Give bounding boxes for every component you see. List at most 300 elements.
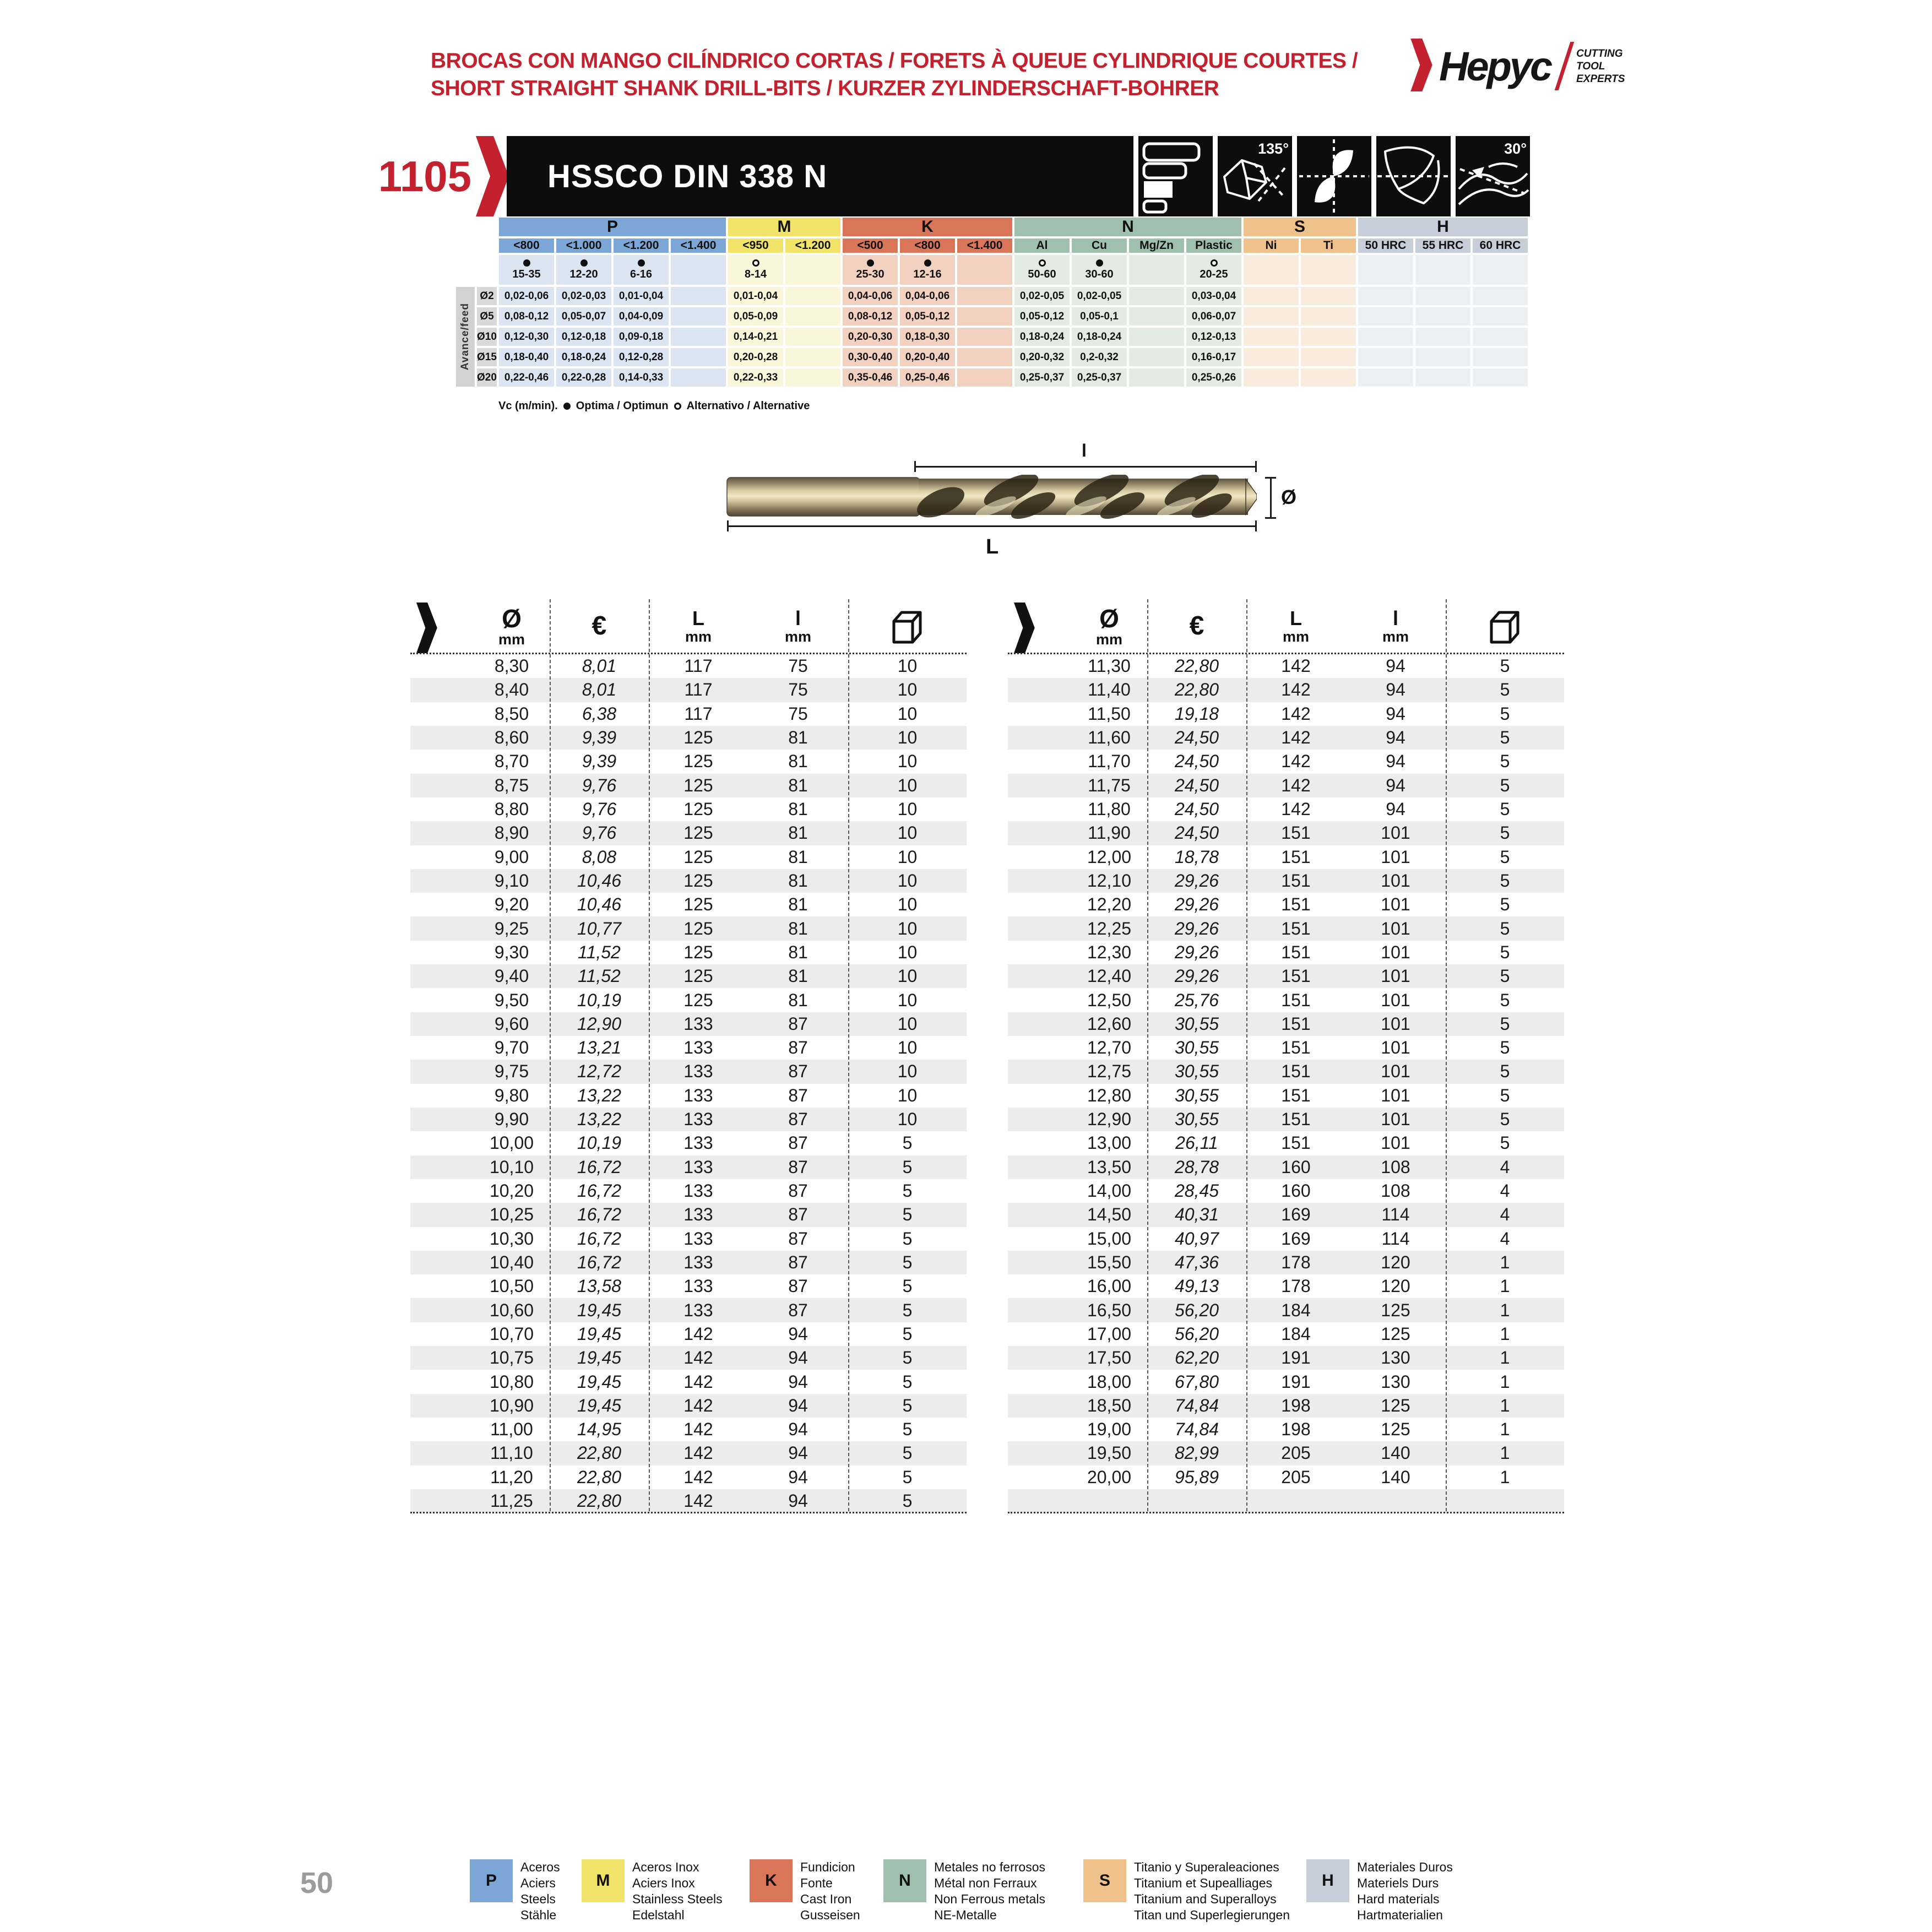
price-value: 29,26 bbox=[1174, 894, 1219, 915]
alternative-dot-icon bbox=[1211, 259, 1218, 267]
length-l-value: 81 bbox=[788, 751, 808, 772]
length-l-value: 101 bbox=[1381, 1109, 1410, 1130]
length-l-value: 125 bbox=[1381, 1300, 1410, 1320]
length-l-value: 81 bbox=[788, 990, 808, 1010]
diameter-value: 8,50 bbox=[494, 703, 529, 724]
feed-value-cell bbox=[785, 368, 840, 387]
price-rows bbox=[1008, 654, 1564, 1513]
price-value: 56,20 bbox=[1174, 1300, 1219, 1320]
cutting-speed-cell bbox=[843, 255, 898, 285]
unit-label: mm bbox=[784, 628, 811, 645]
length-L-value: 142 bbox=[1281, 656, 1311, 676]
table-row bbox=[410, 1418, 967, 1441]
speed-subcolumn-header: <1.400 bbox=[671, 238, 726, 253]
diameter-value: 19,50 bbox=[1087, 1443, 1132, 1463]
cutting-speed-value: 6-16 bbox=[629, 268, 653, 280]
flute-profile-icon bbox=[1376, 136, 1451, 216]
legend-key-badge: H bbox=[1306, 1859, 1349, 1902]
length-L-value: 133 bbox=[683, 1228, 713, 1249]
feed-row-label: Ø15 bbox=[477, 348, 497, 366]
length-L-value: 142 bbox=[683, 1443, 713, 1463]
length-l-value: 94 bbox=[788, 1348, 808, 1368]
feed-row-label: Ø20 bbox=[477, 368, 497, 387]
feed-value-cell: 0,09-0,18 bbox=[614, 328, 669, 346]
length-L-value: 178 bbox=[1281, 1252, 1311, 1272]
length-l-value: 101 bbox=[1381, 846, 1410, 867]
feed-value-cell: 0,25-0,37 bbox=[1072, 368, 1127, 387]
length-L-value: 151 bbox=[1281, 966, 1311, 986]
length-l-value: 108 bbox=[1381, 1181, 1410, 1201]
table-row bbox=[1008, 821, 1564, 845]
length-l-value: 125 bbox=[1381, 1419, 1410, 1440]
feed-value-cell bbox=[671, 307, 726, 325]
diameter-value: 11,30 bbox=[1088, 656, 1131, 676]
price-value: 9,76 bbox=[582, 775, 617, 795]
price-value: 29,26 bbox=[1174, 942, 1219, 962]
price-value: 19,45 bbox=[577, 1395, 622, 1415]
alternative-dot-icon bbox=[674, 403, 681, 410]
price-value: 10,46 bbox=[577, 894, 622, 915]
diameter-value: 11,75 bbox=[1088, 775, 1131, 795]
price-value: 29,26 bbox=[1174, 870, 1219, 891]
legend-line: Titanium et Supealliages bbox=[1134, 1876, 1273, 1890]
pack-qty-value: 5 bbox=[1500, 966, 1510, 986]
length-L-value: 125 bbox=[683, 846, 713, 867]
pack-qty-value: 10 bbox=[897, 703, 918, 724]
diameter-value: 10,20 bbox=[489, 1181, 534, 1201]
euro-symbol: € bbox=[1189, 611, 1204, 641]
feed-value-cell: 0,12-0,13 bbox=[1186, 328, 1241, 346]
pack-qty-value: 10 bbox=[897, 1013, 918, 1034]
pack-qty-value: 5 bbox=[902, 1300, 913, 1320]
table-row bbox=[410, 1036, 967, 1060]
table-row bbox=[410, 678, 967, 702]
length-l-symbol: l bbox=[1392, 606, 1398, 629]
table-row bbox=[1008, 869, 1564, 893]
diameter-value: 10,50 bbox=[489, 1276, 534, 1296]
legend-text bbox=[800, 1859, 860, 1923]
diameter-value: 14,00 bbox=[1087, 1181, 1132, 1201]
price-value: 74,84 bbox=[1174, 1395, 1219, 1415]
price-value: 10,46 bbox=[577, 870, 622, 891]
feed-value-cell: 0,20-0,40 bbox=[900, 348, 955, 366]
diameter-value: 10,30 bbox=[489, 1228, 534, 1249]
pack-qty-value: 10 bbox=[897, 656, 918, 676]
length-l-value: 81 bbox=[788, 823, 808, 843]
pack-qty-value: 1 bbox=[1500, 1395, 1510, 1415]
pack-qty-value: 10 bbox=[897, 799, 918, 820]
helix-angle-icon bbox=[1456, 136, 1530, 216]
length-L-value: 125 bbox=[683, 728, 713, 748]
speed-subcolumn-header: Ti bbox=[1301, 238, 1356, 253]
price-value: 14,95 bbox=[577, 1419, 622, 1440]
feed-value-cell bbox=[1301, 348, 1356, 366]
diameter-value: 12,40 bbox=[1087, 966, 1132, 986]
pack-qty-value: 10 bbox=[897, 846, 918, 867]
length-l-value: 87 bbox=[788, 1085, 808, 1105]
legend-line: Edelstahl bbox=[632, 1908, 685, 1922]
pack-qty-value: 4 bbox=[1500, 1157, 1510, 1177]
unit-label: mm bbox=[498, 631, 525, 648]
feed-value-cell bbox=[1358, 307, 1413, 325]
length-l-value: 94 bbox=[1386, 656, 1405, 676]
product-title-banner bbox=[507, 136, 1133, 216]
flute-length-label: l bbox=[1082, 441, 1087, 460]
length-l-value: 75 bbox=[788, 656, 808, 676]
feed-value-cell: 0,08-0,12 bbox=[843, 307, 898, 325]
table-row bbox=[1008, 941, 1564, 964]
price-value: 19,45 bbox=[577, 1371, 622, 1392]
diameter-value: 10,75 bbox=[489, 1348, 534, 1368]
length-l-value: 87 bbox=[788, 1038, 808, 1058]
price-value: 30,55 bbox=[1174, 1038, 1219, 1058]
length-l-value: 94 bbox=[788, 1371, 808, 1392]
feed-value-cell: 0,18-0,24 bbox=[1014, 328, 1070, 346]
table-row bbox=[1008, 1418, 1564, 1441]
length-L-symbol: L bbox=[692, 606, 704, 629]
length-L-value: 133 bbox=[683, 1252, 713, 1272]
length-L-value: 142 bbox=[1281, 799, 1311, 820]
banner-chevron-icon bbox=[473, 136, 509, 219]
length-l-value: 120 bbox=[1381, 1252, 1410, 1272]
length-l-value: 101 bbox=[1381, 918, 1410, 938]
length-L-value: 151 bbox=[1281, 823, 1311, 843]
feed-value-cell bbox=[957, 287, 1012, 305]
length-L-value: 133 bbox=[683, 1013, 713, 1034]
package-box-icon bbox=[848, 599, 967, 653]
diameter-value: 14,50 bbox=[1087, 1204, 1132, 1225]
legend-line: Hard materials bbox=[1357, 1892, 1440, 1906]
table-row bbox=[1008, 1370, 1564, 1393]
length-l-value: 87 bbox=[788, 1133, 808, 1153]
feed-value-cell bbox=[1358, 287, 1413, 305]
cutting-speed-value: 30-60 bbox=[1085, 268, 1114, 280]
diameter-value: 19,00 bbox=[1087, 1419, 1132, 1440]
table-row bbox=[1008, 1131, 1564, 1155]
vc-unit-label: Vc (m/min). bbox=[498, 400, 558, 412]
feed-value-cell: 0,16-0,17 bbox=[1186, 348, 1241, 366]
length-l-value: 87 bbox=[788, 1157, 808, 1177]
feed-value-cell: 0,25-0,46 bbox=[900, 368, 955, 387]
cross-section-icon bbox=[1297, 136, 1371, 216]
length-l-value: 75 bbox=[788, 680, 808, 700]
diameter-value: 10,80 bbox=[489, 1371, 534, 1392]
price-value: 40,97 bbox=[1174, 1228, 1219, 1249]
speed-subcolumn-header: <1.200 bbox=[785, 238, 840, 253]
feed-value-cell bbox=[1473, 368, 1528, 387]
table-row bbox=[410, 1370, 967, 1393]
length-L-value: 198 bbox=[1281, 1419, 1311, 1440]
table-row bbox=[1008, 797, 1564, 821]
length-L-value: 198 bbox=[1281, 1395, 1311, 1415]
speed-subcolumn-header: <800 bbox=[900, 238, 955, 253]
length-l-value: 101 bbox=[1381, 942, 1410, 962]
price-value: 22,80 bbox=[577, 1443, 622, 1463]
column-separator bbox=[1246, 599, 1247, 1511]
legend-line: NE-Metalle bbox=[934, 1908, 997, 1922]
length-l-value: 101 bbox=[1381, 870, 1410, 891]
pack-qty-value: 5 bbox=[902, 1181, 913, 1201]
feed-value-cell bbox=[1415, 368, 1470, 387]
legend-item-N bbox=[883, 1859, 1045, 1923]
package-box-icon bbox=[1446, 599, 1564, 653]
pack-qty-value: 5 bbox=[902, 1157, 913, 1177]
feed-value-cell: 0,12-0,18 bbox=[556, 328, 611, 346]
legend-text bbox=[1357, 1859, 1453, 1923]
legend-text bbox=[934, 1859, 1045, 1923]
price-table-right bbox=[1008, 599, 1564, 1513]
legend-line: Stähle bbox=[520, 1908, 557, 1922]
speed-subcolumn-header: Plastic bbox=[1186, 238, 1241, 253]
dim-tick bbox=[1265, 517, 1276, 519]
legend-item-K bbox=[750, 1859, 860, 1923]
pack-qty-value: 5 bbox=[902, 1252, 913, 1272]
table-row bbox=[1008, 893, 1564, 916]
diameter-value: 8,90 bbox=[494, 823, 529, 843]
feed-value-cell: 0,05-0,07 bbox=[556, 307, 611, 325]
total-length-dim-line bbox=[727, 525, 1257, 527]
length-L-value: 142 bbox=[1281, 703, 1311, 724]
pack-qty-value: 5 bbox=[1500, 1133, 1510, 1153]
price-value: 10,19 bbox=[577, 990, 622, 1010]
price-value: 19,18 bbox=[1174, 703, 1219, 724]
cutting-speed-cell bbox=[499, 255, 554, 285]
diameter-value: 20,00 bbox=[1087, 1467, 1132, 1487]
unit-label: mm bbox=[1282, 628, 1309, 645]
price-value: 8,08 bbox=[582, 846, 617, 867]
pack-qty-value: 5 bbox=[902, 1443, 913, 1463]
cutting-speed-cell bbox=[1014, 255, 1070, 285]
cutting-speed-value: 25-30 bbox=[856, 268, 884, 280]
tagline-line: EXPERTS bbox=[1576, 73, 1625, 85]
price-value: 19,45 bbox=[577, 1323, 622, 1344]
title-line-1: BROCAS CON MANGO CILÍNDRICO CORTAS / FORETS À QUEUE CYLINDRIQUE COURTES / bbox=[431, 49, 1358, 73]
diameter-value: 8,75 bbox=[494, 775, 529, 795]
length-L-value: 160 bbox=[1281, 1181, 1311, 1201]
feed-value-cell bbox=[671, 348, 726, 366]
price-value: 16,72 bbox=[577, 1252, 622, 1272]
diameter-value: 11,10 bbox=[490, 1443, 533, 1463]
length-L-value: 151 bbox=[1281, 990, 1311, 1010]
diameter-value: 16,00 bbox=[1087, 1276, 1132, 1296]
table-row bbox=[410, 1203, 967, 1227]
optima-dot-icon bbox=[563, 403, 571, 410]
feed-value-cell bbox=[1358, 348, 1413, 366]
price-value: 11,52 bbox=[578, 966, 621, 986]
pack-qty-value: 1 bbox=[1500, 1419, 1510, 1440]
feed-value-cell bbox=[1244, 328, 1299, 346]
pack-qty-value: 1 bbox=[1500, 1371, 1510, 1392]
table-row bbox=[1008, 1227, 1564, 1251]
table-row bbox=[410, 1251, 967, 1274]
legend-key-badge: N bbox=[883, 1859, 926, 1902]
col-header-flute-length bbox=[1345, 599, 1446, 653]
length-l-value: 87 bbox=[788, 1181, 808, 1201]
feed-value-cell bbox=[1301, 328, 1356, 346]
pack-qty-value: 10 bbox=[897, 751, 918, 772]
table-row bbox=[1008, 1155, 1564, 1179]
feed-value-cell bbox=[1473, 287, 1528, 305]
length-L-value: 151 bbox=[1281, 1061, 1311, 1082]
speed-subcolumn-header: <950 bbox=[728, 238, 783, 253]
diameter-value: 9,60 bbox=[494, 1013, 529, 1034]
feed-value-cell: 0,20-0,30 bbox=[843, 328, 898, 346]
length-L-value: 151 bbox=[1281, 918, 1311, 938]
cutting-speed-cell bbox=[1473, 255, 1528, 285]
length-L-value: 125 bbox=[683, 966, 713, 986]
feed-value-cell bbox=[1129, 348, 1184, 366]
legend-line: Cast Iron bbox=[800, 1892, 852, 1906]
feed-value-cell: 0,22-0,33 bbox=[728, 368, 783, 387]
feed-value-cell bbox=[957, 307, 1012, 325]
diameter-value: 10,10 bbox=[489, 1157, 534, 1177]
length-l-value: 87 bbox=[788, 1061, 808, 1082]
price-value: 13,22 bbox=[577, 1085, 622, 1105]
table-row bbox=[410, 893, 967, 916]
feed-value-cell bbox=[1415, 328, 1470, 346]
length-l-value: 81 bbox=[788, 894, 808, 915]
diameter-dim-line bbox=[1270, 477, 1272, 519]
table-row bbox=[410, 1012, 967, 1036]
cutting-speed-value: 50-60 bbox=[1028, 268, 1056, 280]
length-l-value: 81 bbox=[788, 846, 808, 867]
feed-value-cell bbox=[1129, 307, 1184, 325]
table-bottom-line bbox=[410, 1512, 967, 1513]
column-separator bbox=[649, 599, 650, 1511]
brand-name: Hepyc bbox=[1439, 43, 1551, 89]
pack-qty-value: 10 bbox=[897, 1109, 918, 1130]
length-L-value: 133 bbox=[683, 1038, 713, 1058]
pack-qty-value: 5 bbox=[902, 1371, 913, 1392]
feed-value-cell bbox=[785, 328, 840, 346]
pack-qty-value: 5 bbox=[1500, 918, 1510, 938]
table-row bbox=[1008, 964, 1564, 988]
length-l-value: 94 bbox=[788, 1419, 808, 1440]
feed-value-cell: 0,25-0,37 bbox=[1014, 368, 1070, 387]
pack-qty-value: 5 bbox=[902, 1133, 913, 1153]
price-value: 62,20 bbox=[1174, 1348, 1219, 1368]
feed-value-cell bbox=[1473, 328, 1528, 346]
feed-value-cell bbox=[1415, 348, 1470, 366]
price-value: 8,01 bbox=[582, 680, 617, 700]
length-l-value: 94 bbox=[788, 1323, 808, 1344]
table-row bbox=[410, 1298, 967, 1322]
cutting-speed-cell bbox=[957, 255, 1012, 285]
length-L-value: 184 bbox=[1281, 1300, 1311, 1320]
legend-line: Aceros bbox=[520, 1860, 560, 1874]
feed-value-cell: 0,05-0,1 bbox=[1072, 307, 1127, 325]
legend-line: Aceros Inox bbox=[632, 1860, 699, 1874]
pack-qty-value: 5 bbox=[1500, 799, 1510, 820]
optima-dot-icon bbox=[1096, 259, 1103, 267]
length-L-value: 191 bbox=[1281, 1348, 1311, 1368]
length-l-value: 130 bbox=[1381, 1371, 1410, 1392]
col-header-diameter bbox=[474, 599, 550, 653]
legend-key-badge: S bbox=[1083, 1859, 1126, 1902]
length-L-value: 151 bbox=[1281, 1085, 1311, 1105]
length-l-value: 81 bbox=[788, 775, 808, 795]
feed-value-cell bbox=[957, 328, 1012, 346]
length-L-value: 117 bbox=[684, 680, 713, 700]
diameter-value: 11,70 bbox=[1088, 751, 1131, 772]
feed-value-cell bbox=[1244, 348, 1299, 366]
euro-symbol: € bbox=[591, 611, 607, 641]
table-row bbox=[1008, 1274, 1564, 1298]
length-L-value: 117 bbox=[684, 656, 713, 676]
shank-profile-icon bbox=[1138, 136, 1213, 216]
pack-qty-value: 10 bbox=[897, 990, 918, 1010]
length-l-value: 94 bbox=[1386, 680, 1405, 700]
pack-qty-value: 1 bbox=[1500, 1276, 1510, 1296]
title-line-2: SHORT STRAIGHT SHANK DRILL-BITS / KURZER ZYLINDERSCHAFT-BOHRER bbox=[431, 77, 1219, 100]
diameter-symbol: Ø bbox=[502, 604, 522, 633]
feed-value-cell: 0,05-0,12 bbox=[900, 307, 955, 325]
table-row bbox=[410, 1466, 967, 1489]
feed-value-cell: 0,18-0,24 bbox=[1072, 328, 1127, 346]
dim-tick bbox=[914, 461, 916, 472]
table-row bbox=[1008, 916, 1564, 940]
price-value: 24,50 bbox=[1174, 823, 1219, 843]
column-separator bbox=[1446, 599, 1447, 1511]
pack-qty-value: 5 bbox=[902, 1204, 913, 1225]
pack-qty-value: 10 bbox=[897, 1038, 918, 1058]
feed-value-cell: 0,22-0,46 bbox=[499, 368, 554, 387]
length-L-value: 160 bbox=[1281, 1157, 1311, 1177]
pack-qty-value: 10 bbox=[897, 966, 918, 986]
price-value: 26,11 bbox=[1175, 1133, 1218, 1153]
diameter-value: 9,00 bbox=[494, 846, 529, 867]
feed-value-cell bbox=[1129, 328, 1184, 346]
length-L-value: 133 bbox=[683, 1181, 713, 1201]
table-row bbox=[1008, 845, 1564, 869]
legend-line: Fundicion bbox=[800, 1860, 855, 1874]
price-value: 18,78 bbox=[1174, 846, 1219, 867]
legend-line: Titanium and Superalloys bbox=[1134, 1892, 1277, 1906]
length-L-value: 133 bbox=[683, 1157, 713, 1177]
feed-value-cell bbox=[1415, 287, 1470, 305]
price-value: 16,72 bbox=[577, 1228, 622, 1249]
table-row bbox=[1008, 654, 1564, 678]
feed-value-cell: 0,05-0,09 bbox=[728, 307, 783, 325]
speed-subcolumn-header: Cu bbox=[1072, 238, 1127, 253]
flute-length-dim-line bbox=[914, 466, 1257, 468]
pack-qty-value: 5 bbox=[1500, 728, 1510, 748]
length-L-value: 142 bbox=[683, 1491, 713, 1511]
feed-value-cell: 0,20-0,32 bbox=[1014, 348, 1070, 366]
feed-value-cell bbox=[785, 287, 840, 305]
price-value: 12,72 bbox=[577, 1061, 622, 1082]
pack-qty-value: 5 bbox=[1500, 823, 1510, 843]
logo-slash-divider bbox=[1555, 42, 1575, 90]
legend-line: Stainless Steels bbox=[632, 1892, 723, 1906]
length-l-value: 140 bbox=[1381, 1443, 1410, 1463]
pack-qty-value: 5 bbox=[1500, 703, 1510, 724]
feed-value-cell bbox=[785, 348, 840, 366]
feed-value-cell: 0,18-0,40 bbox=[499, 348, 554, 366]
pack-qty-value: 4 bbox=[1500, 1181, 1510, 1201]
feed-value-cell bbox=[1358, 328, 1413, 346]
table-row bbox=[1008, 1108, 1564, 1131]
diameter-value: 11,00 bbox=[490, 1419, 533, 1440]
price-value: 10,19 bbox=[577, 1133, 622, 1153]
length-l-value: 94 bbox=[788, 1491, 808, 1511]
length-l-value: 87 bbox=[788, 1276, 808, 1296]
length-l-value: 94 bbox=[788, 1443, 808, 1463]
table-row bbox=[410, 916, 967, 940]
pack-qty-value: 4 bbox=[1500, 1228, 1510, 1249]
diameter-value: 9,40 bbox=[494, 966, 529, 986]
diameter-value: 11,20 bbox=[490, 1467, 533, 1487]
